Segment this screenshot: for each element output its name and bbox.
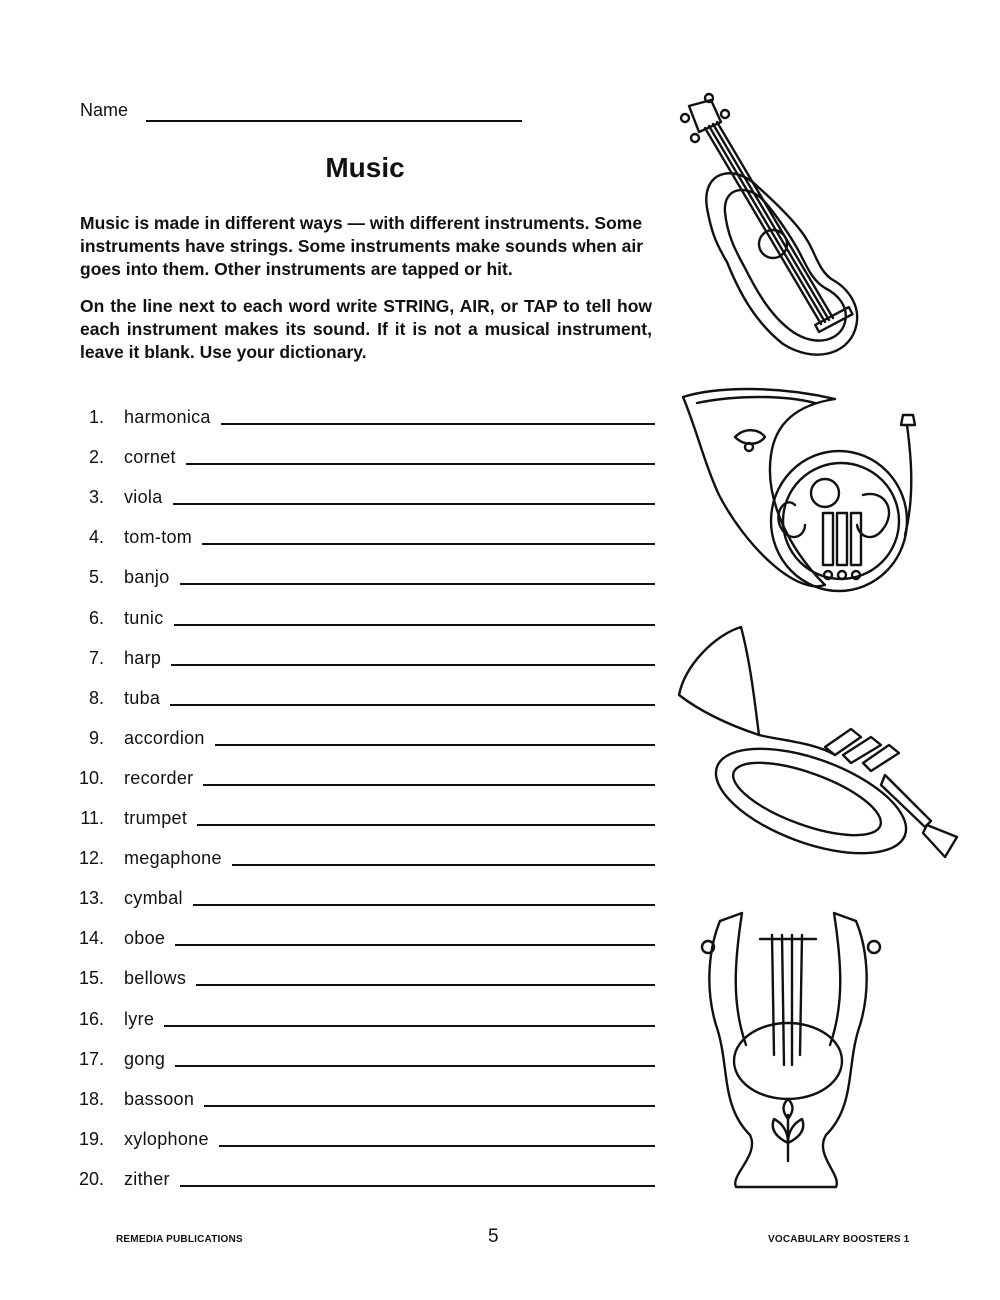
answer-line[interactable] [196, 984, 655, 986]
answer-line[interactable] [175, 944, 655, 946]
page-number: 5 [488, 1226, 499, 1247]
list-item [70, 839, 655, 869]
publisher-label: REMEDIA PUBLICATIONS [116, 1234, 243, 1245]
list-item [70, 1160, 655, 1190]
answer-line[interactable] [186, 463, 655, 465]
list-item [70, 478, 655, 508]
item-word: accordion [124, 727, 205, 748]
french-horn-illustration [675, 385, 930, 615]
item-word: harmonica [124, 407, 211, 427]
answer-line[interactable] [171, 664, 655, 666]
item-word: tunic [124, 607, 164, 628]
item-word: tuba [124, 687, 161, 708]
answer-line[interactable] [173, 503, 655, 505]
name-field[interactable] [146, 120, 522, 122]
item-number: 12. [78, 848, 104, 869]
answer-line[interactable] [180, 1185, 655, 1187]
answer-line[interactable] [164, 1025, 655, 1027]
list-item [70, 1120, 655, 1150]
list-item [70, 1080, 655, 1110]
trumpet-illustration [675, 625, 970, 870]
item-number: 15. [78, 968, 104, 989]
answer-line[interactable] [180, 583, 655, 585]
item-word: trumpet [124, 808, 188, 828]
answer-line[interactable] [174, 624, 655, 626]
item-word: banjo [124, 567, 170, 588]
answer-line[interactable] [215, 744, 655, 746]
item-word: zither [124, 1168, 170, 1189]
item-word: lyre [124, 1008, 155, 1029]
item-number: 16. [78, 1008, 104, 1029]
answer-line[interactable] [197, 824, 655, 826]
item-word: oboe [124, 928, 166, 949]
item-word: gong [124, 1048, 166, 1069]
item-word: cornet [124, 447, 176, 468]
list-item [70, 599, 655, 629]
list-item [70, 959, 655, 989]
item-word: bassoon [124, 1088, 195, 1109]
list-item [70, 679, 655, 709]
list-item [70, 719, 655, 749]
item-number: 7. [88, 647, 104, 668]
item-number: 6. [88, 607, 104, 628]
answer-line[interactable] [204, 1105, 655, 1107]
item-number: 4. [88, 527, 104, 548]
item-number: 19. [78, 1128, 104, 1149]
answer-line[interactable] [170, 704, 655, 706]
guitar-illustration [665, 92, 885, 364]
item-number: 13. [78, 888, 104, 909]
item-number: 10. [78, 767, 104, 788]
item-word: xylophone [124, 1128, 209, 1149]
item-word: cymbal [124, 888, 183, 909]
answer-line[interactable] [232, 864, 655, 866]
answer-line[interactable] [203, 784, 655, 786]
list-item [70, 639, 655, 669]
item-number: 2. [88, 447, 104, 468]
list-item [70, 398, 655, 428]
item-word: bellows [124, 968, 187, 989]
list-item [70, 879, 655, 909]
item-number: 3. [88, 487, 104, 508]
item-number: 11. [80, 808, 104, 828]
list-item [70, 919, 655, 949]
list-item [70, 438, 655, 468]
answer-line[interactable] [193, 904, 655, 906]
lyre-illustration [690, 905, 895, 1190]
item-number: 8. [88, 687, 104, 708]
instructions-paragraph: On the line next to each word write STRING, AIR, or TAP to tell how each instrument makes its sound. If it is not a musical instrument, leave it blank. Use your dictionary. [80, 296, 652, 362]
item-number: 14. [78, 928, 104, 949]
list-item [70, 799, 655, 829]
series-label: VOCABULARY BOOSTERS 1 [768, 1234, 910, 1245]
item-word: harp [124, 647, 162, 668]
item-word: viola [124, 487, 163, 508]
answer-line[interactable] [221, 423, 655, 425]
item-number: 18. [78, 1088, 104, 1109]
list-item [70, 518, 655, 548]
list-item [70, 759, 655, 789]
answer-line[interactable] [175, 1065, 655, 1067]
item-number: 5. [88, 567, 104, 588]
list-item [70, 558, 655, 588]
item-word: recorder [124, 767, 194, 788]
name-label: Name [80, 100, 129, 120]
list-item [70, 1040, 655, 1070]
intro-paragraph: Music is made in different ways — with different instruments. Some instruments have strings. Some instruments make sounds when air goes into them. Other instruments are tapped or hit. [80, 213, 644, 279]
answer-line[interactable] [219, 1145, 655, 1147]
item-number: 17. [78, 1048, 104, 1069]
item-word: megaphone [124, 848, 222, 869]
item-word: tom-tom [124, 527, 193, 548]
item-number: 1. [88, 407, 104, 427]
page-title: Music [325, 152, 405, 183]
answer-line[interactable] [202, 543, 655, 545]
list-item [70, 1000, 655, 1030]
item-number: 20. [78, 1168, 104, 1189]
item-number: 9. [88, 727, 104, 748]
